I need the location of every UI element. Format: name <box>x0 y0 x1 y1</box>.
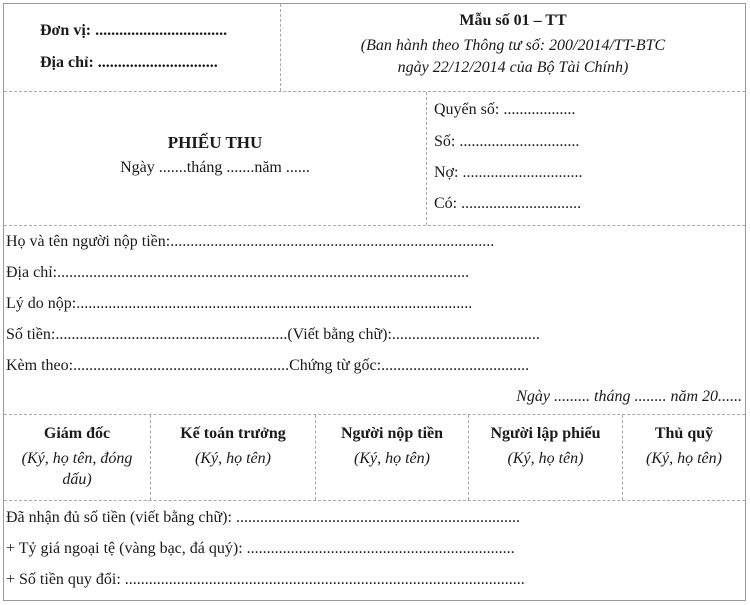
title-date-line: Ngày .......tháng .......năm ...... <box>120 159 310 176</box>
unit-field: Đơn vị: ................................. <box>40 22 228 39</box>
signature-role: Người lập phiếu <box>490 425 601 442</box>
payer-name-line: Họ và tên người nộp tiền:................................................................................. <box>6 233 495 250</box>
signature-role: Thủ quỹ <box>654 425 714 442</box>
signature-note: (Ký, họ tên) <box>195 450 271 467</box>
divider-title-vertical <box>426 92 427 225</box>
signature-note: (Ký, họ tên) <box>507 450 584 467</box>
signature-note: (Ký, họ tên) <box>354 450 430 467</box>
signature-date-line: Ngày ......... tháng ........ năm 20...... <box>516 388 742 405</box>
attachments-line: Kèm theo:......................................................Chứng từ gốc:..................................... <box>6 357 530 374</box>
divider-title <box>4 225 745 226</box>
signature-note: (Ký, họ tên) <box>646 450 722 467</box>
signature-role: Kế toán trưởng <box>180 425 286 442</box>
page-title: PHIẾU THU <box>167 133 263 152</box>
book-number-field: Quyển số: .................. <box>434 101 576 118</box>
divider-header-vertical <box>280 4 281 91</box>
issued-by-line-2: ngày 22/12/2014 của Bộ Tài Chính) <box>397 59 629 76</box>
reason-line: Lý do nộp:................................................................................................... <box>6 295 473 312</box>
exchange-rate-line: + Tỷ giá ngoại tệ (vàng bạc, đá quý): ................................................................... <box>6 540 515 557</box>
debit-field: Nợ: .............................. <box>434 164 583 181</box>
address-field: Địa chỉ: .............................. <box>40 54 218 71</box>
amount-line: Số tiền:..........................................................(Viết bằng chữ):..................................... <box>6 326 540 343</box>
divider-header <box>4 91 745 92</box>
signature-role: Giám đốc <box>43 425 111 442</box>
payer-address-line: Địa chỉ:....................................................................................................... <box>6 264 470 281</box>
issued-by-line-1: (Ban hành theo Thông tư số: 200/2014/TT-BTC <box>360 37 666 54</box>
divider-body <box>4 414 745 415</box>
form-code: Mẫu số 01 – TT <box>459 12 567 29</box>
signature-role: Người nộp tiền <box>340 425 444 442</box>
voucher-number-field: Số: .............................. <box>434 133 580 150</box>
converted-amount-line: + Số tiền quy đổi: .................................................................................................... <box>6 571 525 588</box>
credit-field: Có: .............................. <box>434 195 582 212</box>
signature-note: (Ký, họ tên, đóng <box>21 450 133 467</box>
divider-signatures <box>4 500 745 501</box>
received-amount-line: Đã nhận đủ số tiền (viết bằng chữ): ....................................................................... <box>6 509 520 526</box>
signature-note-cont: dấu) <box>62 471 92 488</box>
